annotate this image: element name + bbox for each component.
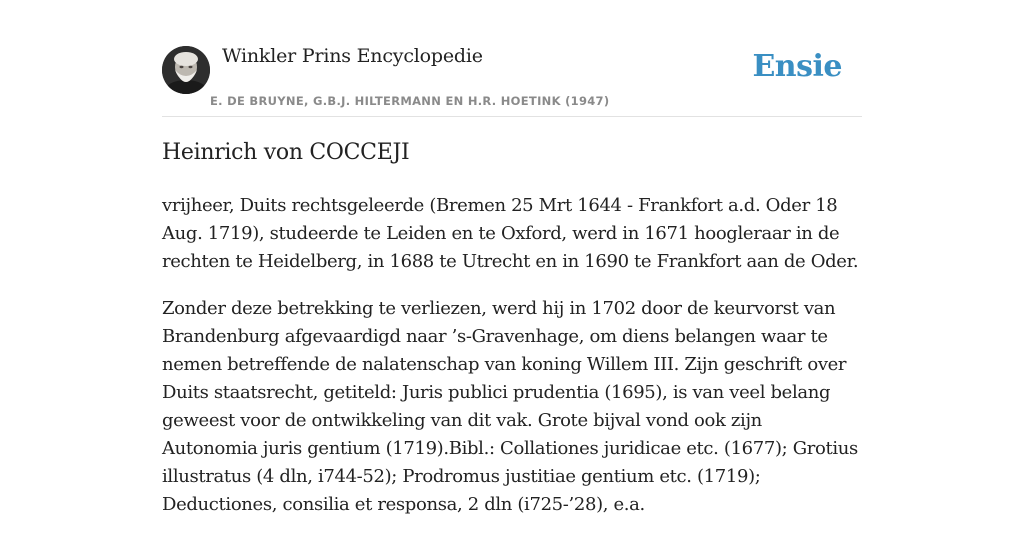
authors-line: E. DE BRUYNE, G.B.J. HILTERMANN EN H.R. HOETINK (1947)	[210, 94, 610, 108]
ensie-logo[interactable]: Ensie	[752, 49, 842, 84]
entry-body	[162, 192, 862, 538]
page-container	[162, 0, 862, 515]
author-avatar[interactable]	[162, 46, 210, 94]
portrait-image	[162, 46, 210, 94]
paragraph: vrijheer, Duits rechtsgeleerde (Bremen 25 Mrt 1644 - Frankfort a.d. Oder 18 Aug. 1719), studeerde te Leiden en te Oxford, werd in 1671 hoogleraar in de rechten te Heidelberg, in 1688 te Utrecht en in 1690 te Frankfort aan de Oder.	[162, 195, 859, 272]
entry-title: Heinrich von COCCEJI	[162, 140, 410, 165]
header	[162, 0, 862, 117]
encyclopedia-title[interactable]: Winkler Prins Encyclopedie	[222, 45, 483, 67]
paragraph: Zonder deze betrekking te verliezen, werd hij in 1702 door de keurvorst van Brandenburg afgevaardigd naar ’s-Gravenhage, om diens belangen waar te nemen betreffende de nalatenschap van koning Willem III. Zijn geschrift over Duits staatsrecht, getiteld: Juris publici prudentia (1695), is van veel belang geweest voor de ontwikkeling van dit vak. Grote bijval vond ook zijn Autonomia juris gentium (1719).Bibl.: Collationes juridicae etc. (1677); Grotius illustratus (4 dln, i744-52); Prodromus justitiae gentium etc. (1719); Deductiones, consilia et responsa, 2 dln (i725-’28), e.a.	[162, 298, 858, 515]
